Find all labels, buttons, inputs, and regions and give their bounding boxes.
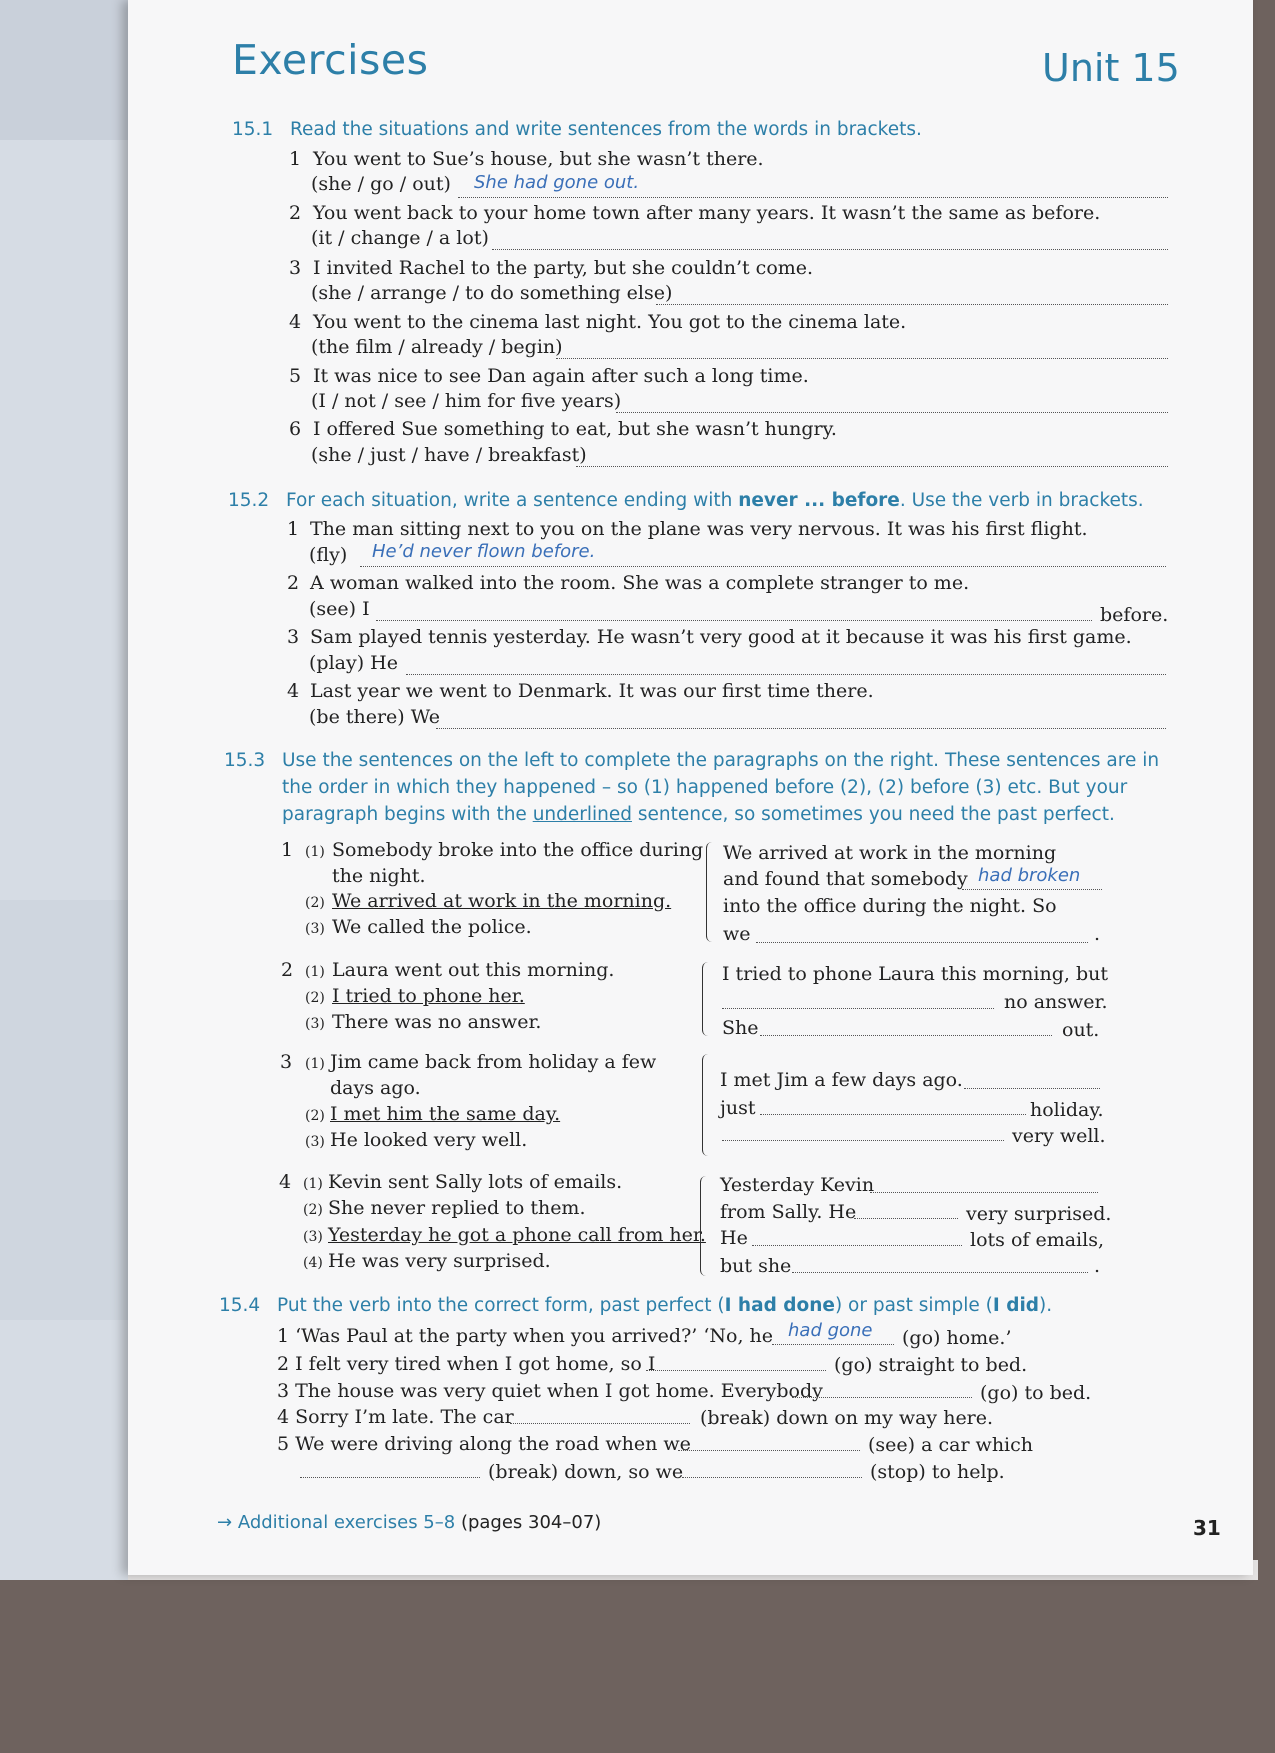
- prompt-text: (she / arrange / to do something else): [311, 282, 673, 304]
- item-number: 1: [287, 518, 300, 540]
- item-number: 5: [289, 365, 302, 387]
- item-number: 4: [289, 311, 302, 333]
- item-number: 6: [289, 418, 302, 440]
- answer-line[interactable]: [436, 728, 1166, 729]
- sentence-marker: (1): [303, 1176, 323, 1192]
- prompt-text: (fly): [309, 544, 348, 566]
- left-sentence-underlined: We arrived at work in the morning.: [332, 890, 672, 912]
- exercise-number: 15.4: [219, 1295, 261, 1316]
- group-number: 3: [280, 1051, 293, 1073]
- sentence-marker: (2): [305, 990, 325, 1006]
- answer-line[interactable]: [756, 942, 1088, 943]
- answer-line[interactable]: [792, 1272, 1088, 1273]
- right-text: but she: [720, 1255, 792, 1277]
- answer-line[interactable]: [792, 1397, 972, 1398]
- answer-line[interactable]: [722, 1008, 994, 1009]
- answer-line[interactable]: [576, 466, 1168, 467]
- background-left: [0, 0, 140, 1580]
- sentence-marker: (3): [305, 1016, 325, 1032]
- item-number: 2: [287, 572, 300, 594]
- question-text: (go) home.’: [902, 1327, 1012, 1349]
- answer-line[interactable]: [870, 1192, 1098, 1193]
- question-text: 4 Sorry I’m late. The car: [277, 1406, 514, 1428]
- prompt-text: (the film / already / begin): [311, 336, 563, 358]
- answer-line[interactable]: [300, 1477, 480, 1478]
- answer-line[interactable]: [760, 1035, 1052, 1036]
- left-sentence: Laura went out this morning.: [332, 959, 615, 981]
- right-text: very well.: [1012, 1125, 1106, 1147]
- exercise-instruction: [277, 1292, 1137, 1319]
- right-text: into the office during the night. So: [723, 895, 1057, 917]
- handwritten-answer: He’d never flown before.: [372, 541, 596, 562]
- additional-exercises-text: Additional exercises 5–8: [237, 1512, 456, 1533]
- right-text: we: [723, 923, 751, 945]
- sentence-marker: (2): [305, 1108, 325, 1124]
- answer-line[interactable]: [556, 358, 1168, 359]
- right-text: I met Jim a few days ago.: [720, 1069, 963, 1091]
- situation-text: You went to Sue’s house, but she wasn’t there.: [313, 148, 764, 170]
- situation-text: You went to the cinema last night. You got to the cinema late.: [313, 311, 907, 333]
- right-text: I tried to phone Laura this morning, but: [722, 963, 1108, 985]
- right-text: He: [720, 1227, 748, 1249]
- left-sentence: He was very surprised.: [328, 1250, 551, 1272]
- group-number: 4: [279, 1171, 292, 1193]
- instruction-underlined: underlined: [532, 804, 632, 825]
- prompt-text: (see) I: [309, 598, 370, 620]
- exercise-number: 15.1: [232, 119, 274, 140]
- exercise-number: 15.3: [224, 750, 266, 771]
- answer-line[interactable]: [682, 1477, 862, 1478]
- right-text: holiday.: [1030, 1099, 1104, 1121]
- left-sentence-underlined: Yesterday he got a phone call from her.: [328, 1224, 706, 1246]
- exercise-instruction: [286, 487, 1146, 514]
- left-sentence: Kevin sent Sally lots of emails.: [328, 1171, 623, 1193]
- prompt-text: (play) He: [309, 652, 398, 674]
- situation-text: Sam played tennis yesterday. He wasn’t very good at it because it was his first game.: [310, 626, 1132, 648]
- right-text: very surprised.: [966, 1203, 1112, 1225]
- instruction-bold: I did: [992, 1295, 1040, 1316]
- handwritten-answer: had gone: [788, 1320, 873, 1341]
- answer-line[interactable]: [760, 1114, 1026, 1115]
- question-text: 5 We were driving along the road when we: [277, 1433, 691, 1455]
- answer-line[interactable]: [964, 1088, 1100, 1089]
- left-sentence: Jim came back from holiday a few: [330, 1051, 657, 1073]
- left-sentence: There was no answer.: [332, 1011, 542, 1033]
- bracket: [700, 1176, 707, 1276]
- page-number: 31: [1193, 1516, 1221, 1540]
- sentence-ending: before.: [1100, 604, 1169, 626]
- left-sentence: He looked very well.: [330, 1129, 528, 1151]
- additional-exercises-link[interactable]: [217, 1512, 601, 1533]
- unit-label: Unit 15: [1042, 46, 1180, 90]
- instruction-part: Put the verb into the correct form, past perfect (: [277, 1295, 725, 1316]
- instruction-part: . Use the verb in brackets.: [899, 490, 1144, 511]
- background-strip: [0, 140, 130, 1580]
- item-number: 2: [289, 202, 302, 224]
- left-sentence-underlined: I met him the same day.: [330, 1103, 561, 1125]
- handwritten-answer: had broken: [978, 865, 1081, 886]
- answer-line[interactable]: [752, 1245, 962, 1246]
- left-sentence-cont: days ago.: [330, 1077, 421, 1099]
- question-text: (break) down on my way here.: [700, 1407, 994, 1429]
- answer-line[interactable]: [360, 566, 1166, 567]
- answer-line[interactable]: [646, 1370, 826, 1371]
- item-number: 3: [287, 626, 300, 648]
- sentence-marker: (2): [305, 895, 325, 911]
- instruction-part: For each situation, write a sentence ending with: [286, 490, 739, 511]
- right-text: .: [1094, 1255, 1101, 1277]
- instruction-part: paragraph begins with the: [282, 804, 533, 825]
- sentence-marker: (4): [303, 1255, 323, 1271]
- situation-text: The man sitting next to you on the plane was very nervous. It was his first flight.: [310, 518, 1088, 540]
- right-text: Yesterday Kevin: [720, 1174, 875, 1196]
- situation-text: Last year we went to Denmark. It was our first time there.: [310, 680, 874, 702]
- answer-line[interactable]: [722, 1140, 1004, 1141]
- right-text: lots of emails,: [970, 1229, 1104, 1251]
- prompt-text: (she / just / have / breakfast): [311, 444, 587, 466]
- right-text: from Sally. He: [720, 1201, 857, 1223]
- sentence-marker: (1): [305, 844, 325, 860]
- situation-text: I offered Sue something to eat, but she wasn’t hungry.: [313, 418, 837, 440]
- sentence-marker: (3): [303, 1229, 323, 1245]
- bracket: [702, 962, 709, 1036]
- question-text: (stop) to help.: [870, 1461, 1005, 1483]
- answer-line[interactable]: [458, 197, 1168, 198]
- group-number: 1: [281, 839, 294, 861]
- pages-reference: (pages 304–07): [460, 1512, 602, 1533]
- exercise-instruction: [282, 747, 1202, 828]
- instruction-line: Use the sentences on the left to complete the paragraphs on the right. These sentences are in: [282, 750, 1160, 771]
- exercise-instruction: Read the situations and write sentences from the words in brackets.: [290, 119, 922, 140]
- instruction-bold: I had done: [724, 1295, 835, 1316]
- right-text: just: [720, 1097, 756, 1119]
- situation-text: It was nice to see Dan again after such a long time.: [313, 365, 809, 387]
- right-text: out.: [1062, 1019, 1100, 1041]
- question-text: 3 The house was very quiet when I got home. Everybody: [277, 1380, 823, 1402]
- question-text: 2 I felt very tired when I got home, so I: [277, 1353, 656, 1375]
- bracket: [702, 1054, 709, 1156]
- question-text: (go) to bed.: [980, 1382, 1092, 1404]
- sentence-marker: (1): [305, 1056, 325, 1072]
- answer-line[interactable]: [772, 1344, 894, 1345]
- sentence-marker: (3): [305, 921, 325, 937]
- right-text: She: [722, 1017, 759, 1039]
- exercise-number: 15.2: [228, 490, 270, 511]
- sentence-marker: (2): [303, 1202, 323, 1218]
- prompt-text: (she / go / out): [311, 173, 451, 195]
- situation-text: You went back to your home town after many years. It wasn’t the same as before.: [313, 202, 1101, 224]
- right-text: .: [1094, 923, 1101, 945]
- prompt-text: (it / change / a lot): [311, 227, 489, 249]
- instruction-bold: never ... before: [738, 490, 900, 511]
- item-number: 3: [289, 257, 302, 279]
- left-sentence: She never replied to them.: [328, 1197, 586, 1219]
- question-text: (break) down, so we: [488, 1461, 684, 1483]
- left-sentence: Somebody broke into the office during: [332, 839, 704, 861]
- answer-line[interactable]: [616, 412, 1168, 413]
- prompt-text: (I / not / see / him for five years): [311, 390, 622, 412]
- answer-line[interactable]: [962, 889, 1102, 890]
- prompt-text: (be there) We: [309, 706, 440, 728]
- instruction-line: the order in which they happened – so (1) happened before (2), (2) before (3) etc. But your: [282, 777, 1128, 798]
- answer-line[interactable]: [406, 674, 1166, 675]
- item-number: 4: [287, 680, 300, 702]
- right-text: and found that somebody: [723, 868, 968, 890]
- instruction-part: ).: [1039, 1295, 1053, 1316]
- right-text: We arrived at work in the morning: [723, 842, 1057, 864]
- question-text: (see) a car which: [868, 1434, 1034, 1456]
- instruction-line: [282, 801, 1202, 828]
- sentence-marker: (3): [305, 1134, 325, 1150]
- left-sentence: We called the police.: [332, 916, 532, 938]
- handwritten-answer: She had gone out.: [474, 172, 640, 193]
- question-text: (go) straight to bed.: [834, 1354, 1028, 1376]
- page-title: Exercises: [232, 36, 429, 84]
- answer-line[interactable]: [854, 1218, 958, 1219]
- situation-text: A woman walked into the room. She was a complete stranger to me.: [310, 572, 970, 594]
- background-strip-lower: [0, 900, 130, 1320]
- answer-line[interactable]: [376, 620, 1092, 621]
- right-text: no answer.: [1004, 991, 1108, 1013]
- bracket: [706, 842, 713, 942]
- group-number: 2: [281, 959, 294, 981]
- left-sentence-cont: the night.: [332, 865, 426, 887]
- answer-line[interactable]: [678, 1450, 860, 1451]
- instruction-part: sentence, so sometimes you need the past perfect.: [632, 804, 1115, 825]
- left-sentence-underlined: I tried to phone her.: [332, 985, 525, 1007]
- question-text: 1 ‘Was Paul at the party when you arrived?’ ‘No, he: [277, 1325, 774, 1347]
- arrow-right-icon: →: [217, 1512, 233, 1533]
- item-number: 1: [289, 148, 302, 170]
- answer-line[interactable]: [492, 249, 1168, 250]
- sentence-marker: (1): [305, 964, 325, 980]
- answer-line[interactable]: [510, 1423, 690, 1424]
- instruction-part: ) or past simple (: [834, 1295, 993, 1316]
- answer-line[interactable]: [656, 304, 1168, 305]
- situation-text: I invited Rachel to the party, but she couldn’t come.: [313, 257, 814, 279]
